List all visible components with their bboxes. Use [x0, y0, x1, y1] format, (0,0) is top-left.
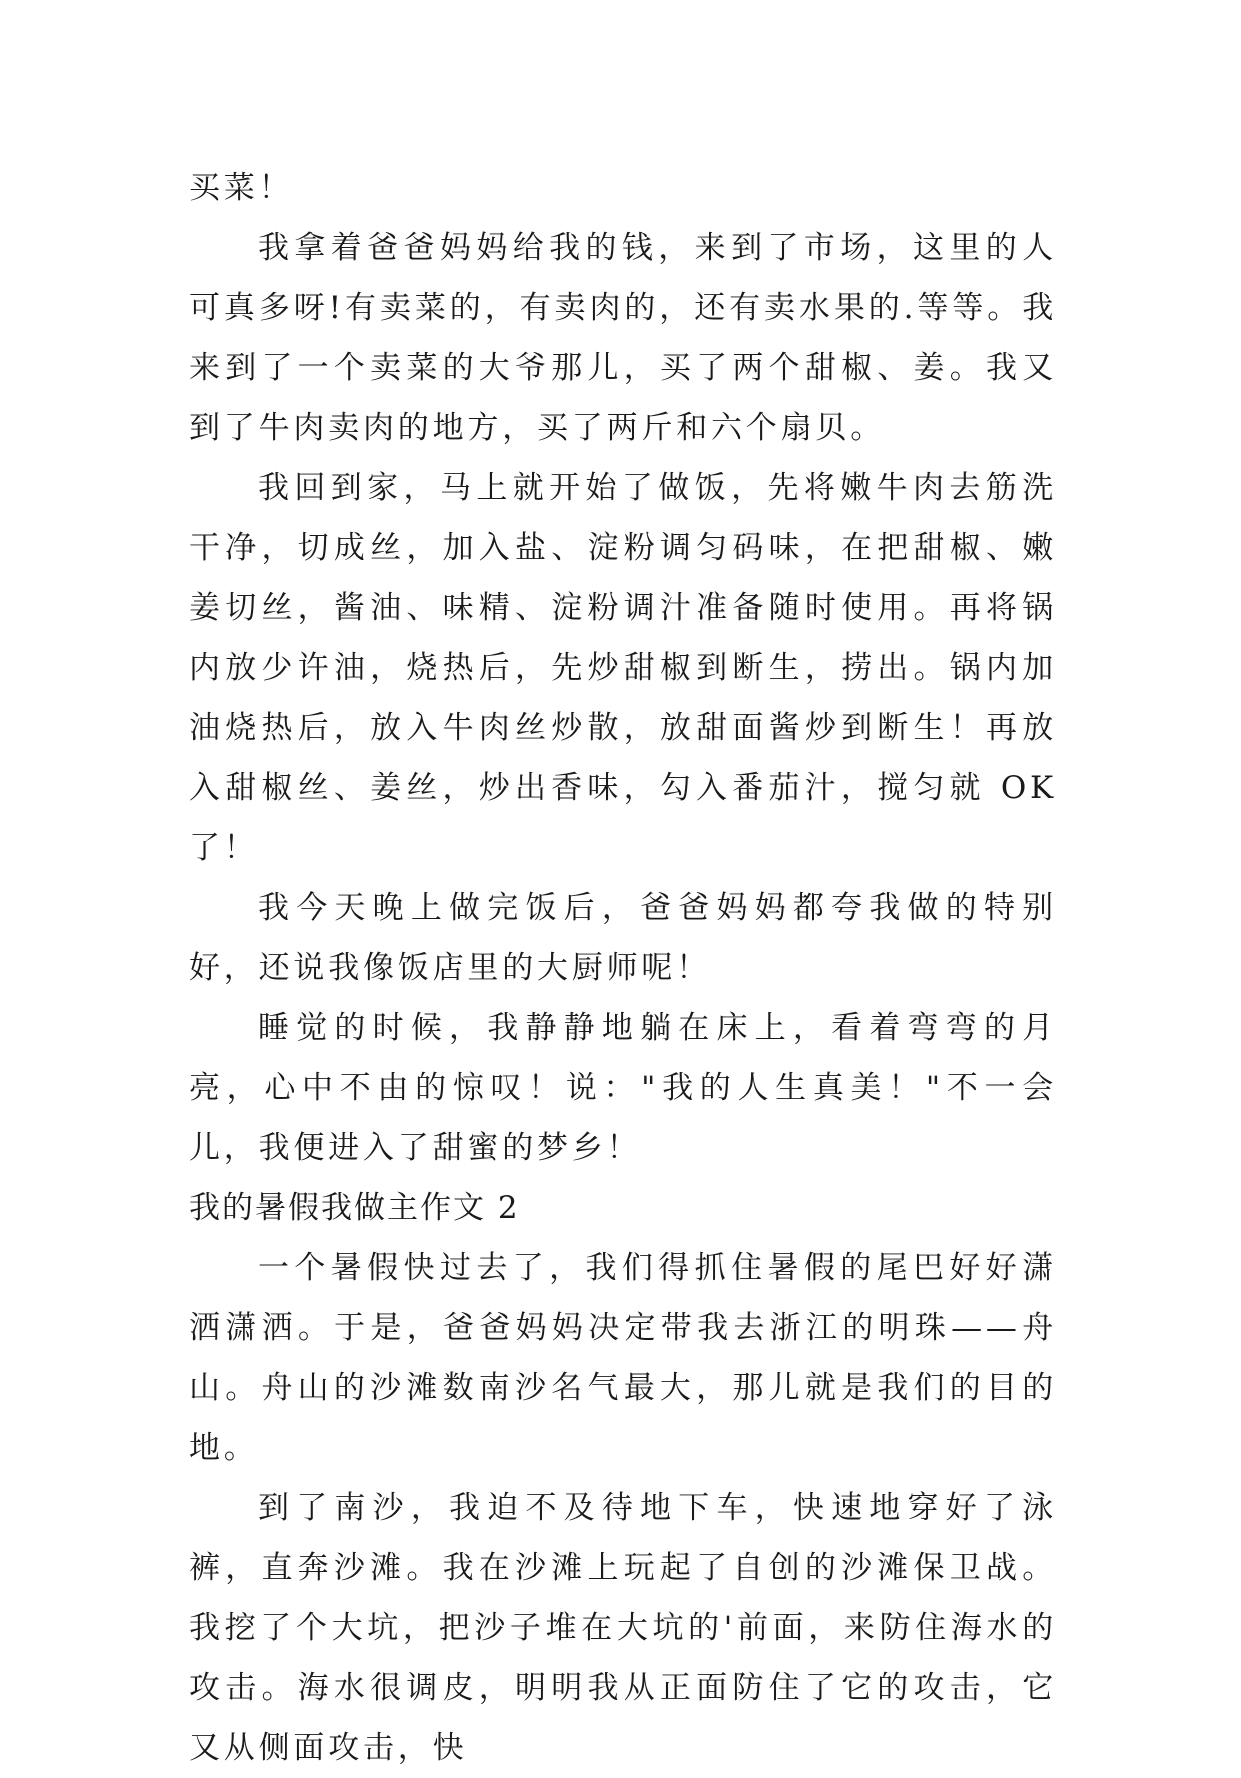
paragraph-continuation: 买菜！ [189, 170, 294, 206]
essay-heading: 我的暑假我做主作文 2 [189, 1190, 520, 1226]
paragraph-bedtime: 睡觉的时候，我静静地躺在床上，看着弯弯的月亮，心中不由的惊叹！说："我的人生真美！"不一会儿，我便进入了甜蜜的梦乡！ [189, 1010, 1057, 1166]
document-body [189, 158, 1057, 1778]
paragraph-praise: 我今天晚上做完饭后，爸爸妈妈都夸我做的特别好，还说我像饭店里的大厨师呢！ [189, 890, 1057, 986]
paragraph-summer-trip: 一个暑假快过去了，我们得抓住暑假的尾巴好好潇洒潇洒。于是，爸爸妈妈决定带我去浙江的明珠——舟山。舟山的沙滩数南沙名气最大，那儿就是我们的目的地。 [189, 1250, 1057, 1466]
paragraph-beach: 到了南沙，我迫不及待地下车，快速地穿好了泳裤，直奔沙滩。我在沙滩上玩起了自创的沙滩保卫战。我挖了个大坑，把沙子堆在大坑的'前面，来防住海水的攻击。海水很调皮，明明我从正面防住了它的攻击，它又从侧面攻击，快 [189, 1490, 1057, 1766]
paragraph-market: 我拿着爸爸妈妈给我的钱，来到了市场，这里的人可真多呀!有卖菜的，有卖肉的，还有卖水果的.等等。我来到了一个卖菜的大爷那儿，买了两个甜椒、姜。我又到了牛肉卖肉的地方，买了两斤和六个扇贝。 [189, 230, 1057, 446]
paragraph-cooking: 我回到家，马上就开始了做饭，先将嫩牛肉去筋洗干净，切成丝，加入盐、淀粉调匀码味，在把甜椒、嫩姜切丝，酱油、味精、淀粉调汁准备随时使用。再将锅内放少许油，烧热后，先炒甜椒到断生，捞出。锅内加油烧热后，放入牛肉丝炒散，放甜面酱炒到断生！再放入甜椒丝、姜丝，炒出香味，勾入番茄汁，搅匀就 OK 了！ [189, 470, 1057, 866]
